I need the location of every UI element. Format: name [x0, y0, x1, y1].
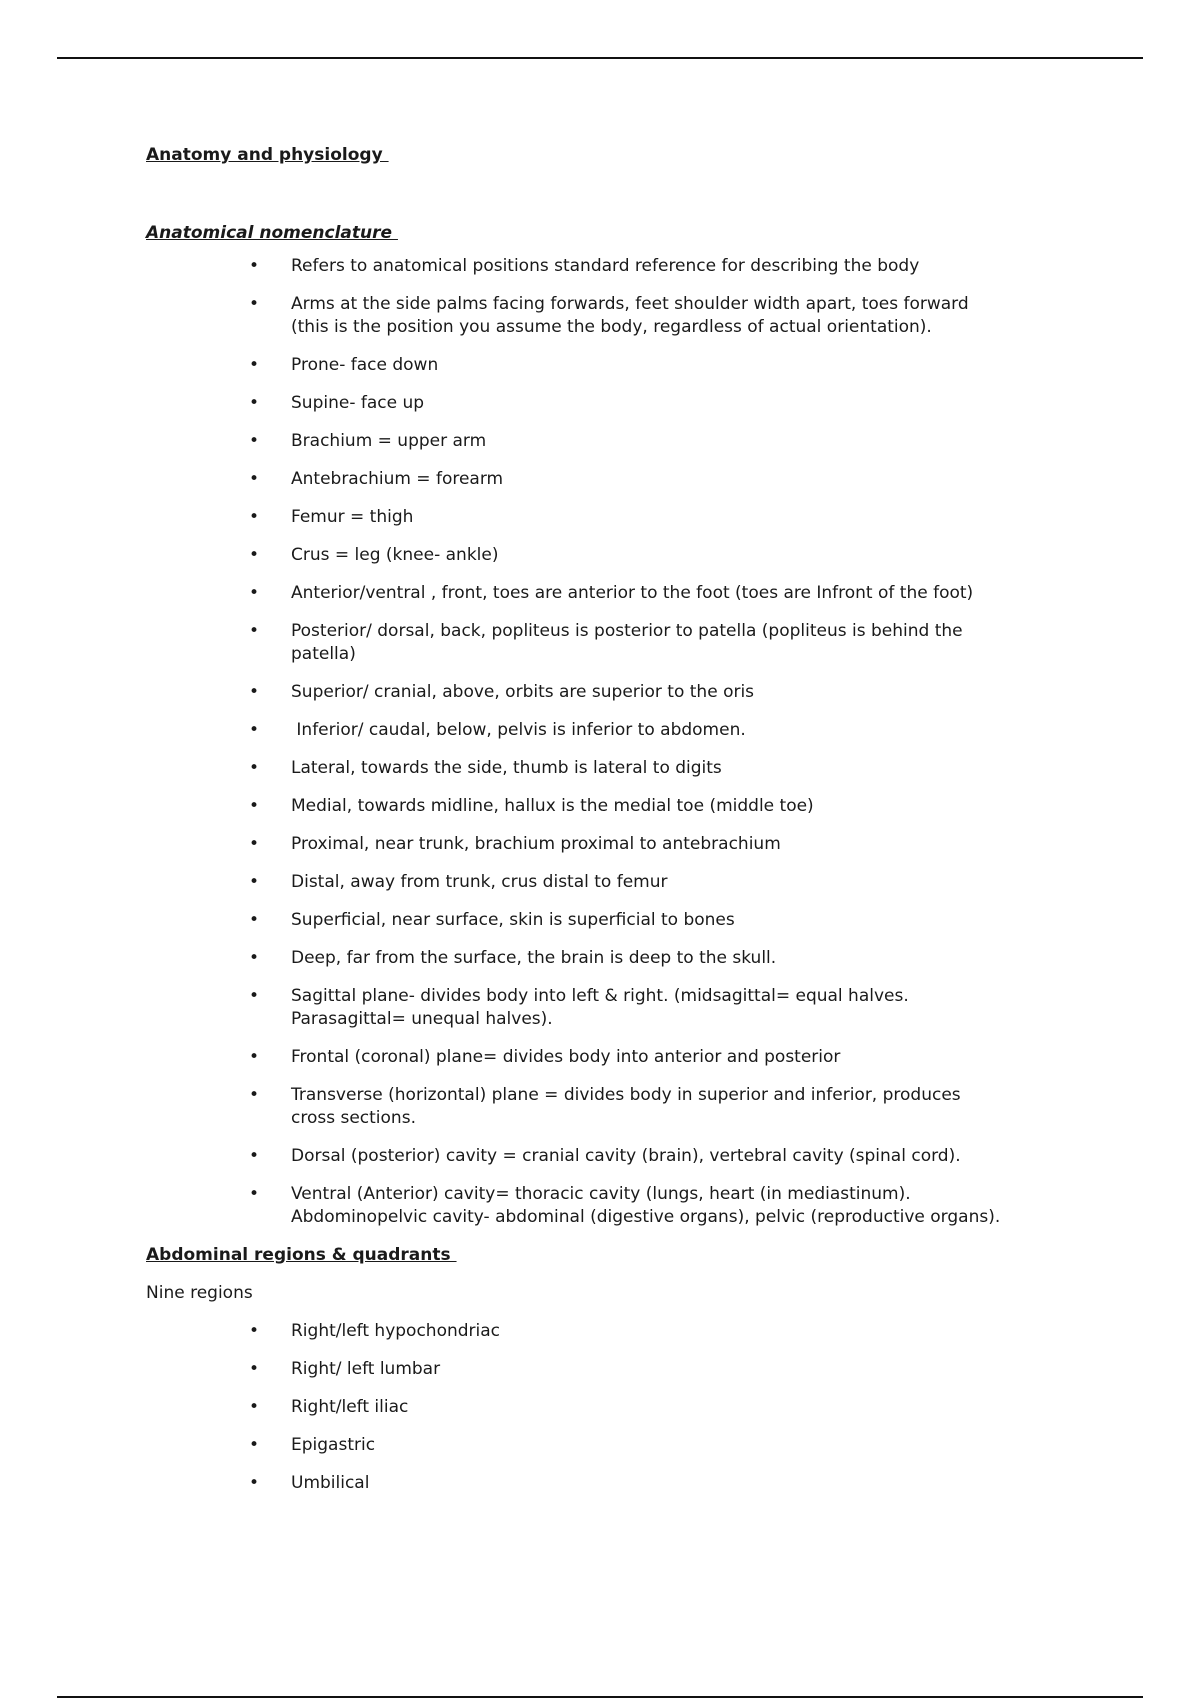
list-item-text: Inferior/ caudal, below, pelvis is inferior to abdomen. — [291, 720, 746, 740]
list-item — [146, 1183, 1106, 1229]
bullet-icon: • — [249, 621, 260, 641]
list-item — [146, 909, 1106, 932]
list-item — [146, 795, 1106, 818]
bullet-icon: • — [249, 1473, 260, 1493]
bullet-icon: • — [249, 1321, 260, 1341]
list-item — [146, 255, 1106, 278]
abdominal-regions-list — [146, 1320, 1106, 1495]
bullet-icon: • — [249, 355, 260, 375]
bullet-icon: • — [249, 1435, 260, 1455]
bullet-icon: • — [249, 834, 260, 854]
list-item-text: Distal, away from trunk, crus distal to femur — [291, 872, 668, 892]
list-item-text: Transverse (horizontal) plane = divides body in superior and inferior, produces cross sections. — [291, 1085, 961, 1128]
list-item-text: Umbilical — [291, 1473, 370, 1493]
list-item — [146, 719, 1106, 742]
list-item-text: Superior/ cranial, above, orbits are superior to the oris — [291, 682, 755, 702]
list-item — [146, 1434, 1106, 1457]
list-item — [146, 1145, 1106, 1168]
list-item-text: Medial, towards midline, hallux is the medial toe (middle toe) — [291, 796, 814, 816]
list-item — [146, 468, 1106, 491]
bullet-icon: • — [249, 1146, 260, 1166]
bullet-icon: • — [249, 1184, 260, 1204]
list-item — [146, 871, 1106, 894]
list-item-text: Anterior/ventral , front, toes are anterior to the foot (toes are Infront of the foot) — [291, 583, 974, 603]
bullet-icon: • — [249, 986, 260, 1006]
bullet-icon: • — [249, 758, 260, 778]
list-item — [146, 354, 1106, 377]
bullet-icon: • — [249, 796, 260, 816]
list-item-text: Epigastric — [291, 1435, 376, 1455]
list-item-text: Crus = leg (knee- ankle) — [291, 545, 499, 565]
list-item — [146, 1396, 1106, 1419]
bullet-icon: • — [249, 720, 260, 740]
bullet-icon: • — [249, 1397, 260, 1417]
list-item-text: Arms at the side palms facing forwards, feet shoulder width apart, toes forward (this is the position you assume the body, regardless of actual orientation). — [291, 294, 969, 337]
section-heading-abdominal-regions: Abdominal regions & quadrants — [146, 1245, 457, 1265]
bullet-icon: • — [249, 469, 260, 489]
list-item-text: Deep, far from the surface, the brain is deep to the skull. — [291, 948, 777, 968]
list-item — [146, 506, 1106, 529]
list-item-text: Right/left hypochondriac — [291, 1321, 501, 1341]
list-item — [146, 582, 1106, 605]
list-item — [146, 1320, 1106, 1343]
list-item-text: Supine- face up — [291, 393, 425, 413]
list-item-text: Antebrachium = forearm — [291, 469, 504, 489]
bullet-icon: • — [249, 1047, 260, 1067]
list-item — [146, 620, 1106, 666]
list-item-text: Femur = thigh — [291, 507, 414, 527]
list-item — [146, 1046, 1106, 1069]
footer-rule — [57, 1696, 1143, 1698]
bullet-icon: • — [249, 583, 260, 603]
list-item — [146, 1084, 1106, 1130]
bullet-icon: • — [249, 294, 260, 314]
list-item-text: Frontal (coronal) plane= divides body into anterior and posterior — [291, 1047, 841, 1067]
bullet-icon: • — [249, 1359, 260, 1379]
list-item — [146, 681, 1106, 704]
list-item — [146, 430, 1106, 453]
list-item-text: Prone- face down — [291, 355, 439, 375]
bullet-icon: • — [249, 948, 260, 968]
list-item — [146, 392, 1106, 415]
list-item-text: Sagittal plane- divides body into left & right. (midsagittal= equal halves. Parasagittal= unequal halves). — [291, 986, 909, 1029]
list-item-text: Posterior/ dorsal, back, popliteus is posterior to patella (popliteus is behind the patella) — [291, 621, 963, 664]
list-item-text: Superficial, near surface, skin is superficial to bones — [291, 910, 735, 930]
list-item — [146, 1472, 1106, 1495]
bullet-icon: • — [249, 431, 260, 451]
list-item-text: Refers to anatomical positions standard reference for describing the body — [291, 256, 920, 276]
list-item — [146, 1358, 1106, 1381]
nine-regions-label: Nine regions — [146, 1283, 253, 1303]
list-item-text: Dorsal (posterior) cavity = cranial cavity (brain), vertebral cavity (spinal cord). — [291, 1146, 961, 1166]
list-item-text: Ventral (Anterior) cavity= thoracic cavity (lungs, heart (in mediastinum). Abdominopelvic cavity- abdominal (digestive organs), pelvic (reproductive organs). — [291, 1184, 1001, 1227]
bullet-icon: • — [249, 910, 260, 930]
header-rule — [57, 57, 1143, 59]
list-item — [146, 293, 1106, 339]
bullet-icon: • — [249, 507, 260, 527]
document-body — [146, 140, 1106, 1495]
list-item-text: Right/left iliac — [291, 1397, 409, 1417]
section-heading-nomenclature: Anatomical nomenclature — [146, 223, 398, 243]
bullet-icon: • — [249, 393, 260, 413]
list-item — [146, 985, 1106, 1031]
bullet-icon: • — [249, 872, 260, 892]
bullet-icon: • — [249, 545, 260, 565]
list-item — [146, 947, 1106, 970]
list-item-text: Proximal, near trunk, brachium proximal to antebrachium — [291, 834, 781, 854]
list-item-text: Lateral, towards the side, thumb is lateral to digits — [291, 758, 722, 778]
bullet-icon: • — [249, 1085, 260, 1105]
list-item — [146, 757, 1106, 780]
nomenclature-list — [146, 255, 1106, 1229]
list-item-text: Brachium = upper arm — [291, 431, 487, 451]
bullet-icon: • — [249, 682, 260, 702]
bullet-icon: • — [249, 256, 260, 276]
document-title: Anatomy and physiology — [146, 145, 389, 165]
list-item — [146, 833, 1106, 856]
list-item — [146, 544, 1106, 567]
list-item-text: Right/ left lumbar — [291, 1359, 441, 1379]
